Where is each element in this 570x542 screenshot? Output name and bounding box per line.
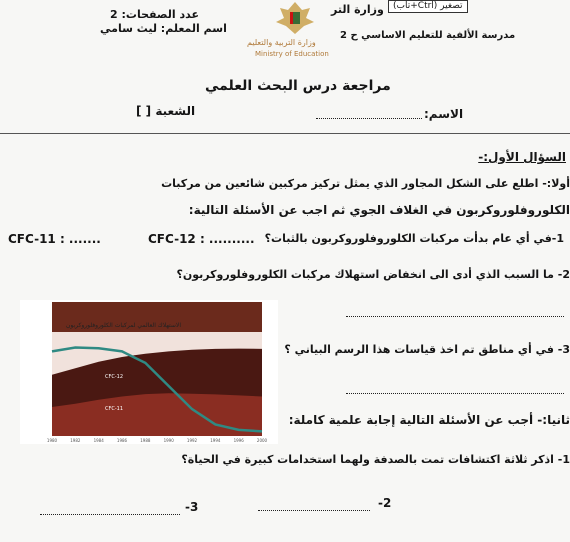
series-label-cfc12: CFC-12 — [105, 374, 124, 380]
x-tick-label: 1986 — [116, 438, 128, 443]
left-axis-labels — [20, 330, 50, 430]
x-tick-label: 2000 — [256, 438, 268, 443]
q1-item4: 1- اذكر ثلاثة اكتشافات تمت بالصدفة ولهما استخدامات كبيرة في الحياة؟ — [181, 453, 570, 466]
divider — [0, 133, 570, 134]
q1-intro: أولا:- اطلع على الشكل المجاور الذي يمثل تركيز مركبين شائعين من مركبات — [161, 177, 570, 190]
x-tick-label: 1990 — [163, 438, 174, 443]
q1-item1: 1-في أي عام بدأت مركبات الكلوروفلوروكربون بالثبات؟ — [264, 232, 564, 245]
header-pages: عدد الصفحات: 2 — [110, 8, 199, 21]
x-tick-label: 1980 — [46, 438, 58, 443]
cfc11-answer: CFC-11 : ....... — [8, 232, 101, 246]
x-tick-label: 1988 — [140, 438, 151, 443]
q1-heading: السؤال الأول:- — [478, 150, 566, 164]
x-tick-label: 1984 — [93, 438, 104, 443]
name-label: الاسم: — [424, 107, 464, 121]
tooltip: تصغير (Ctrl+تاب) — [388, 0, 468, 13]
header-ministry-short: وزارة التر — [331, 3, 384, 16]
q1-item3: 3- في أي مناطق تم اخذ قياسات هذا الرسم البياني ؟ — [284, 343, 570, 356]
x-tick-label: 1992 — [186, 438, 198, 443]
blank-2-label: -2 — [378, 496, 392, 510]
ministry-name-ar: وزارة التربية والتعليم — [247, 38, 316, 47]
name-blank — [316, 118, 422, 119]
series-label-cfc11: CFC-11 — [105, 406, 124, 412]
right-axis-labels — [265, 330, 278, 430]
blank-3-line — [40, 514, 180, 515]
q1-section2: ثانيا:- أجب عن الأسئلة التالية إجابة علمية كاملة: — [288, 413, 570, 427]
item2-answer-blank — [346, 316, 564, 317]
x-tick-label: 1982 — [70, 438, 81, 443]
uae-crest-icon — [270, 0, 320, 36]
item3-answer-blank — [346, 393, 564, 394]
x-tick-label: 1996 — [233, 438, 244, 443]
header-school: مدرسة الألفية للتعليم الاساسي ح 2 — [340, 30, 516, 41]
x-tick-label: 1994 — [210, 438, 221, 443]
blank-3-label: -3 — [185, 500, 199, 514]
chart-annotation: الاستهلاك العالمي لمركبات الكلوروفلوروكربون — [66, 322, 181, 329]
cfc12-answer: CFC-12 : .......... — [148, 232, 255, 246]
ministry-name-en: Ministry of Education — [255, 50, 329, 58]
q1-item2: 2- ما السبب الذي أدى الى انخفاض استهلاك مركبات الكلوروفلوروكربون؟ — [176, 268, 570, 281]
page-title: مراجعة درس البحث العلمي — [205, 78, 391, 94]
q1-intro2: الكلوروفلوروكربون في الغلاف الجوي ثم اجب عن الأسئلة التالية: — [188, 203, 570, 217]
section-label: الشعبة [ ] — [136, 104, 196, 118]
header-teacher: اسم المعلم: ليث سامي — [100, 22, 227, 35]
blank-2-line — [258, 510, 370, 511]
